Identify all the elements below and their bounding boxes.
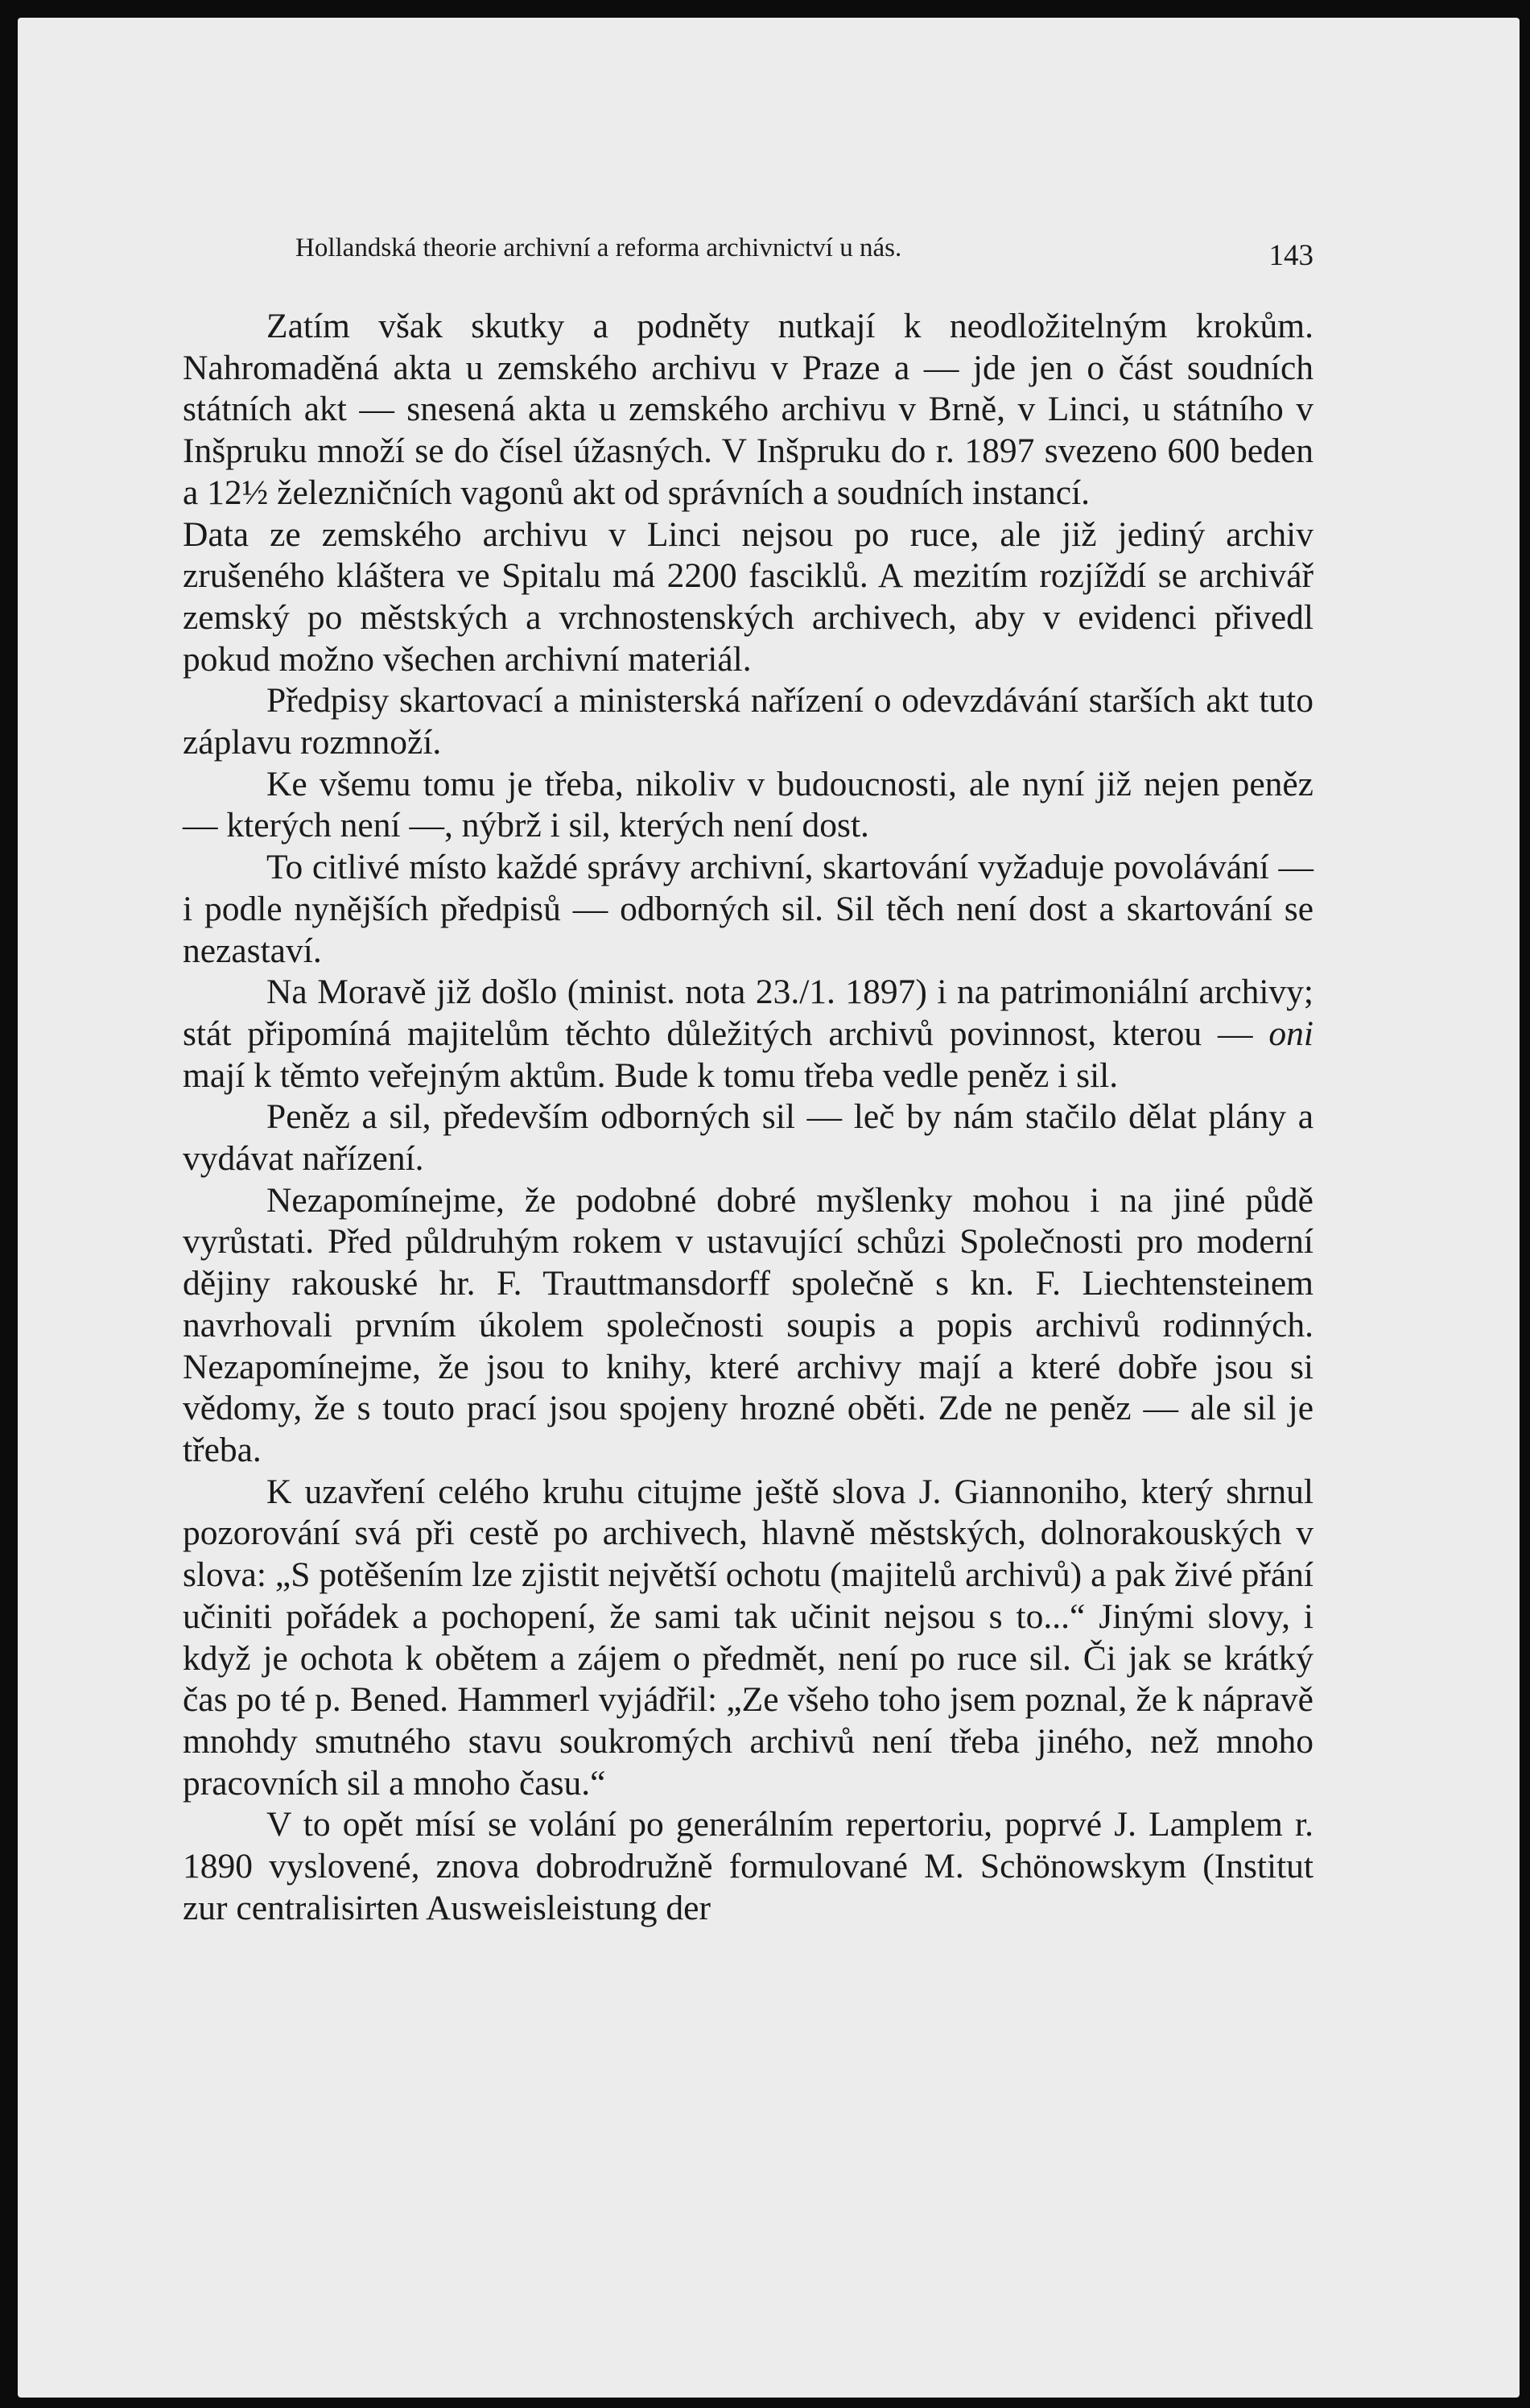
paragraph-text: mají k těmto veřejným aktům. Bude k tomu třeba vedle peněz i sil.	[183, 1055, 1119, 1095]
italic-emphasis: oni	[1268, 1014, 1313, 1053]
paragraph-text: Na Moravě již došlo (minist. nota 23./1. 1897) i na patrimoniální archivy; stát připomíná majitelům těchto důležitých archivů povinnost, kterou —	[183, 973, 1313, 1053]
paragraph: V to opět mísí se volání po generálním repertoriu, poprvé J. Lamplem r. 1890 vyslovené, znova dobrodružně formulované M. Schönowskym (Institut zur centralisirten Ausweisleistung der	[183, 1805, 1313, 1927]
paragraph: Nezapomínejme, že podobné dobré myšlenky mohou i na jiné půdě vyrůstati. Před půldruhým rokem v ustavující schůzi Společnosti pro moderní dějiny rakouské hr. F. Trauttmansdorff společně s kn. F. Liechtensteinem navrhovali prvním úkolem společnosti soupis a popis archivů rodinných. Nezapomínejme, že jsou to knihy, které archivy mají a které dobře jsou si vědomy, že s touto prací jsou spojeny hrozné oběti. Zde ne peněz — ale sil je třeba.	[183, 1180, 1313, 1469]
paragraph: Data ze zemského archivu v Linci nejsou po ruce, ale již jediný archiv zrušeného kláštera ve Spitalu má 2200 fasciklů. A mezitím rozjíždí se archivář zemský po městských a vrchnostenských archivech, aby v evidenci přivedl pokud možno všechen archivní materiál.	[183, 514, 1313, 679]
paragraph: Peněz a sil, především odborných sil — leč by nám stačilo dělat plány a vydávat nařízení.	[183, 1097, 1313, 1179]
running-title: Hollandská theorie archivní a reforma archivnictví u nás.	[295, 233, 902, 262]
paragraph	[183, 972, 1313, 1097]
page-number: 143	[1268, 239, 1313, 272]
paragraph: Zatím však skutky a podněty nutkají k neodložitelným krokům. Nahromaděná akta u zemského archivu v Praze a — jde jen o část soudních státních akt — snesená akta u zemského archivu v Brně, v Linci, u státního v Inšpruku množí se do čísel úžasných. V Inšpruku do r. 1897 svezeno 600 beden a 12½ železničních vagonů akt od správních a soudních instancí.	[183, 307, 1313, 512]
paragraph: To citlivé místo každé správy archivní, skartování vyžaduje povolávání — i podle nynějších předpisů — odborných sil. Sil těch není dost a skartování se nezastaví.	[183, 848, 1313, 970]
paragraph: Předpisy skartovací a ministerská nařízení o odevzdávání starších akt tuto záplavu rozmnoží.	[183, 681, 1313, 762]
paragraph: Ke všemu tomu je třeba, nikoliv v budoucnosti, ale nyní již nejen peněz — kterých není —, nýbrž i sil, kterých není dost.	[183, 764, 1313, 845]
page-sheet	[18, 18, 1520, 2398]
body-text	[183, 306, 1313, 1929]
paragraph: K uzavření celého kruhu citujme ještě slova J. Giannoniho, který shrnul pozorování svá při cestě po archivech, hlavně městských, dolnorakouských v slova: „S potěšením lze zjistit největší ochotu (majitelů archivů) a pak živé přání učiniti pořádek a pochopení, že sami tak učinit nejsou s to...“ Jinými slovy, i když je ochota k obětem a zájem o předmět, není po ruce sil. Či jak se krátký čas po té p. Bened. Hammerl vyjádřil: „Ze všeho toho jsem poznal, že k nápravě mnohdy smutného stavu soukromých archivů není třeba jiného, než mnoho pracovních sil a mnoho času.“	[183, 1472, 1313, 1803]
